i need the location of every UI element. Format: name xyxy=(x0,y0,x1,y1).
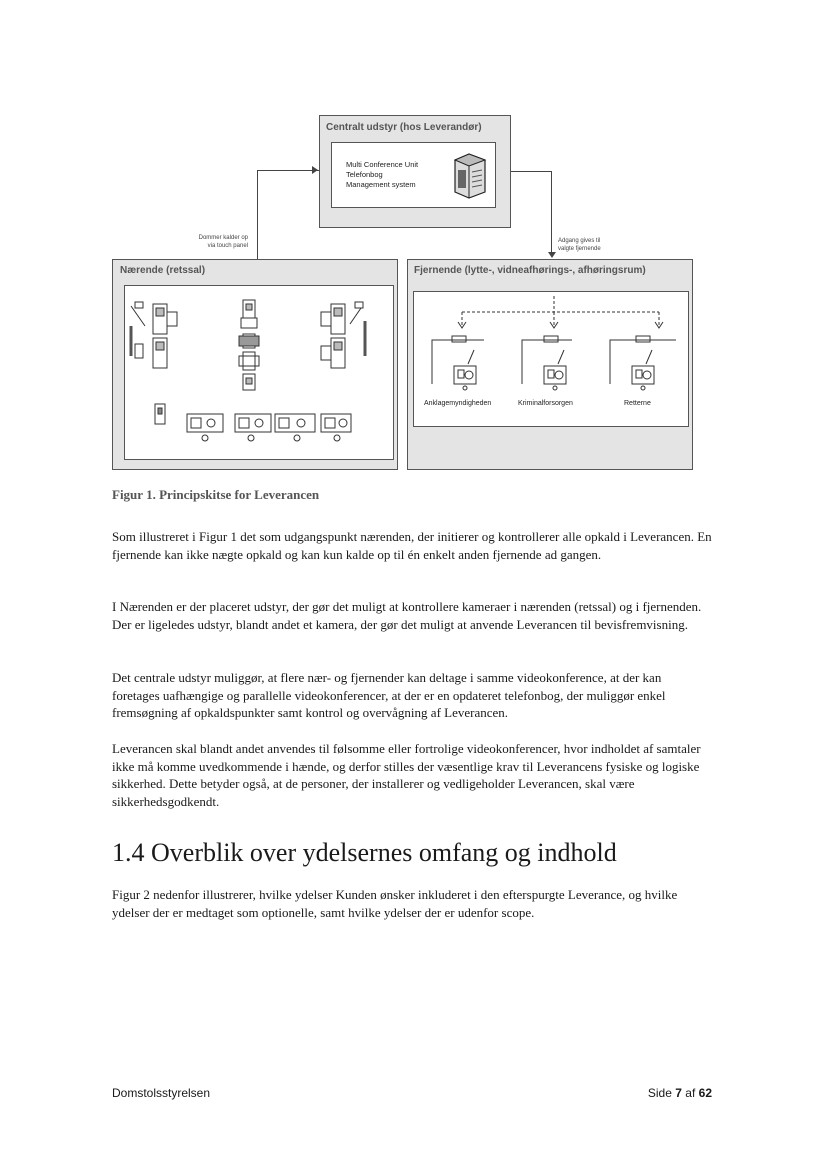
near-end-panel xyxy=(124,285,394,460)
footer-total-pages: 62 xyxy=(698,1086,712,1100)
room-label-anklagemyndigheden: Anklagemyndigheden xyxy=(424,400,492,407)
room-label-kriminalforsorgen: Kriminalforsorgen xyxy=(518,400,573,407)
central-item-management: Management system xyxy=(346,180,416,189)
courtroom-layout-icon xyxy=(125,286,393,459)
right-note xyxy=(558,237,658,253)
right-note-line-2: valgte fjernende xyxy=(558,246,601,252)
section-text: Figur 2 nedenfor illustrerer, hvilke ydelser Kunden ønsker inkluderet i den efterspurgte Leverance, og hvilke ydelser der er medtaget som optionelle, samt hvilke ydelser der er udenfor scope. xyxy=(112,887,678,920)
paragraph-4: Leverancen skal blandt andet anvendes til følsomme eller fortrolige videokonferencer, hvor indholdet af samtaler ikke må komme uvedkommende i hænde, og derfor stilles der væsentlige krav til Leverancens fysiske og logiske sikkerhed. Dette betyder også, at de personer, der installerer og vedligeholder Leverancen, skal være sikkerhedsgodkendt. xyxy=(112,741,701,809)
left-note-line-1: Dommer kalder op xyxy=(198,235,248,241)
central-equipment-box xyxy=(319,115,511,228)
footer-organization: Domstolsstyrelsen xyxy=(112,1086,211,1100)
footer-current-page: 7 xyxy=(675,1086,682,1100)
arrow-down-icon xyxy=(548,252,556,258)
near-end-box xyxy=(112,259,398,470)
footer-of-label: af xyxy=(685,1086,696,1100)
connector-left-horizontal xyxy=(257,170,319,171)
connector-right-horizontal xyxy=(511,171,551,172)
footer-page-label: Side xyxy=(647,1086,672,1100)
connector-left-vertical xyxy=(257,170,258,265)
remote-end-title: Fjernende (lytte-, vidneafhørings-, afhøringsrum) xyxy=(414,265,646,276)
central-item-list xyxy=(346,160,418,190)
figure-caption: Figur 1. Principskitse for Leverancen xyxy=(112,487,320,502)
near-end-title: Nærende (retssal) xyxy=(120,265,206,276)
paragraph-3: Det centrale udstyr muliggør, at flere nær- og fjernender kan deltage i samme videokonference, at der kan foretages uafhængige og parallelle videokonferencer, at der er en opdateret telefonbog, der muliggør enkel fremsøgning af opkaldspunkter samt kontrol og overvågning af Leverancen. xyxy=(112,670,666,720)
central-equipment-title: Centralt udstyr (hos Leverandør) xyxy=(326,122,482,133)
section-heading: 1.4 Overblik over ydelsernes omfang og indhold xyxy=(112,838,617,867)
room-label-retterne: Retterne xyxy=(624,400,651,407)
central-equipment-panel xyxy=(331,142,496,208)
central-item-mcu: Multi Conference Unit xyxy=(346,160,419,169)
connector-right-vertical xyxy=(551,171,552,253)
remote-end-box xyxy=(407,259,693,470)
remote-end-panel xyxy=(413,291,689,427)
right-note-line-1: Adgang gives til xyxy=(558,238,601,244)
paragraph-1: Som illustreret i Figur 1 det som udgangspunkt nærenden, der initierer og kontrollerer alle opkald i Leverancen. En fjernende kan ikke nægte opkald og kan kun kalde op til én enkelt anden fjernende ad gangen. xyxy=(112,529,712,562)
central-item-phonebook: Telefonbog xyxy=(346,170,383,179)
footer-page-number xyxy=(620,1086,712,1100)
server-icon xyxy=(449,152,489,200)
principle-diagram xyxy=(112,110,697,475)
left-note xyxy=(152,234,248,250)
paragraph-2: I Nærenden er der placeret udstyr, der gør det muligt at kontrollere kameraer i nærenden (retssal) og i fjernenden. Der er ligeledes udstyr, blandt andet et kamera, der gør det muligt at anvende Leverancen til bevisfremvisning. xyxy=(112,599,702,632)
left-note-line-2: via touch panel xyxy=(207,243,248,249)
arrow-right-icon xyxy=(312,166,318,174)
